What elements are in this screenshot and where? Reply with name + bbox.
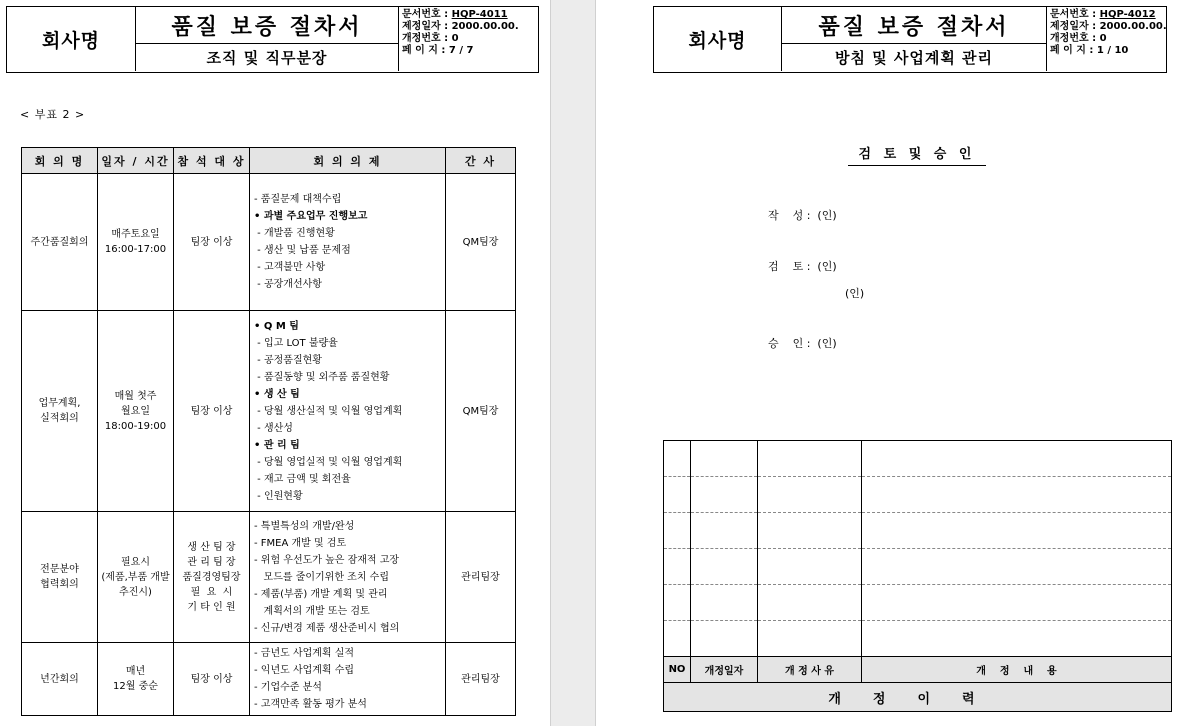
meeting-name-cell: 업무계획, 실적회의 — [22, 311, 98, 512]
meeting-agenda-cell — [250, 512, 446, 643]
meeting-secretary-cell: QM팀장 — [446, 174, 516, 311]
agenda-item: - 공장개선사항 — [254, 279, 322, 290]
review-approval-title: 검 토 및 승 인 — [858, 147, 976, 162]
col-header-meeting-name: 회 의 명 — [22, 148, 98, 174]
meeting-name-cell: 년간회의 — [22, 643, 98, 716]
agenda-item: - 재고 금액 및 회전율 — [254, 473, 351, 485]
review-title-underline — [848, 165, 986, 166]
left-doc-header — [6, 6, 539, 73]
revision-empty-row — [664, 585, 1172, 621]
attendee-line: 필 요 시 — [190, 586, 233, 598]
page-gap — [550, 0, 596, 726]
company-name: 회사명 — [7, 7, 136, 71]
meeting-row — [22, 311, 516, 512]
agenda-item: • Q M 팀 — [254, 320, 299, 332]
revision-number: 개정번호 : 0 — [1050, 33, 1107, 44]
attendee-line: 관 리 팀 장 — [187, 556, 236, 568]
agenda-item: - 인원현황 — [254, 490, 303, 502]
revision-empty-cell — [691, 441, 758, 477]
approve-signature-line: 승 인 : (인) — [768, 337, 837, 350]
revision-empty-cell — [758, 477, 862, 513]
agenda-item: - 고객불만 사항 — [254, 262, 326, 273]
doc-number: 문서번호 : HQP-4011 — [402, 9, 508, 20]
revision-empty-cell — [664, 441, 691, 477]
revision-empty-cell — [664, 585, 691, 621]
revision-empty-cell — [758, 585, 862, 621]
meeting-date-line: 18:00-19:00 — [104, 420, 167, 432]
doc-subtitle: 방침 및 사업계획 관리 — [834, 49, 994, 67]
revision-number: 개정번호 : 0 — [402, 33, 459, 44]
meeting-secretary-cell: 관리팀장 — [446, 643, 516, 716]
meeting-row — [22, 174, 516, 311]
review-signature-second: (인) — [845, 287, 865, 300]
doc-title: 품질 보증 절차서 — [782, 7, 1046, 44]
agenda-item: 모드를 줄이기위한 조치 수립 — [254, 571, 389, 583]
revision-empty-cell — [862, 513, 1172, 549]
enact-date: 제정일자 : 2000.00.00. — [1050, 21, 1167, 32]
doc-number: 문서번호 : HQP-4012 — [1050, 9, 1156, 20]
revision-empty-cell — [664, 621, 691, 657]
meeting-date-cell — [98, 174, 174, 311]
agenda-item: - 고객만족 활동 평가 분석 — [254, 699, 367, 710]
rev-col-no: NO — [664, 657, 691, 683]
revision-empty-row — [664, 441, 1172, 477]
agenda-item: - 당월 생산실적 및 익월 영업계획 — [254, 405, 403, 417]
meeting-date-cell — [98, 643, 174, 716]
meeting-secretary-cell: QM팀장 — [446, 311, 516, 512]
attendee-line: 생 산 팀 장 — [187, 541, 236, 553]
doc-subtitle: 조직 및 직무분장 — [206, 49, 328, 67]
revision-empty-cell — [862, 621, 1172, 657]
revision-empty-cell — [691, 585, 758, 621]
agenda-item: - 생산 및 납품 문제점 — [254, 245, 351, 256]
attendee-line: 품질경영팀장 — [182, 571, 241, 583]
meeting-name-cell: 주간품질회의 — [22, 174, 98, 311]
revision-empty-cell — [758, 621, 862, 657]
revision-history-table — [663, 440, 1172, 712]
col-header-agenda: 회 의 의 제 — [250, 148, 446, 174]
agenda-item: - FMEA 개발 및 검토 — [254, 537, 347, 549]
agenda-item: • 생 산 팀 — [254, 388, 300, 400]
agenda-item: - 생산성 — [254, 422, 293, 434]
attendee-line: 팀장 이상 — [190, 236, 233, 248]
attendee-line: 팀장 이상 — [190, 405, 233, 417]
agenda-item: - 당월 영업실적 및 익월 영업계획 — [254, 456, 403, 468]
left-document-page — [0, 0, 550, 726]
meeting-agenda-cell — [250, 643, 446, 716]
page-number: 페 이 지 : 7 / 7 — [402, 45, 474, 56]
agenda-item: - 공정품질현황 — [254, 354, 322, 366]
meeting-attendees-cell — [174, 311, 250, 512]
revision-empty-cell — [664, 477, 691, 513]
meeting-name-cell: 전문분야 협력회의 — [22, 512, 98, 643]
revision-empty-row — [664, 477, 1172, 513]
revision-empty-cell — [691, 477, 758, 513]
revision-empty-row — [664, 621, 1172, 657]
revision-history-footer-row — [664, 683, 1172, 712]
revision-empty-cell — [691, 513, 758, 549]
agenda-item: - 품질동향 및 외주품 품질현황 — [254, 371, 390, 383]
meeting-attendees-cell — [174, 174, 250, 311]
agenda-item: - 금년도 사업계획 실적 — [254, 648, 355, 659]
revision-table-header — [664, 657, 1172, 683]
right-doc-header — [653, 6, 1167, 73]
revision-history-label: 개정이력 — [664, 683, 1172, 712]
revision-empty-cell — [862, 585, 1172, 621]
revision-empty-row — [664, 513, 1172, 549]
page-number: 페 이 지 : 1 / 10 — [1050, 45, 1129, 56]
col-header-secretary: 간 사 — [446, 148, 516, 174]
revision-empty-cell — [758, 513, 862, 549]
meeting-row — [22, 512, 516, 643]
rev-col-date: 개정일자 — [691, 657, 758, 683]
attachment-tag: < 부표 2 > — [20, 108, 86, 121]
company-name: 회사명 — [654, 7, 782, 71]
revision-empty-cell — [691, 621, 758, 657]
agenda-item: 계획서의 개발 또는 검토 — [254, 605, 370, 617]
revision-empty-cell — [664, 513, 691, 549]
meeting-date-line: 매월 첫주 — [114, 390, 157, 402]
agenda-item: - 입고 LOT 불량율 — [254, 337, 338, 349]
agenda-item: - 위험 우선도가 높은 잠재적 고장 — [254, 554, 400, 566]
revision-empty-cell — [758, 549, 862, 585]
rev-col-content: 개 정 내 용 — [862, 657, 1172, 683]
meeting-table-header — [22, 148, 516, 174]
meeting-row — [22, 643, 516, 716]
doc-title: 품질 보증 절차서 — [136, 7, 398, 44]
meeting-date-line: 매주토요일 — [111, 229, 160, 240]
revision-empty-cell — [691, 549, 758, 585]
agenda-item: - 제품(부품) 개발 계획 및 관리 — [254, 588, 388, 600]
meeting-date-line: 16:00-17:00 — [104, 244, 167, 255]
agenda-item: - 익년도 사업계획 수립 — [254, 665, 355, 676]
meeting-date-cell — [98, 512, 174, 643]
revision-empty-cell — [862, 549, 1172, 585]
agenda-item: - 개발품 진행현황 — [254, 228, 335, 239]
meeting-attendees-cell — [174, 643, 250, 716]
agenda-item: • 과별 주요업무 진행보고 — [254, 211, 368, 222]
revision-empty-row — [664, 549, 1172, 585]
col-header-attendees: 참 석 대 상 — [174, 148, 250, 174]
attendee-line: 팀장 이상 — [190, 673, 233, 685]
meeting-date-line: 추진시) — [119, 586, 152, 598]
doc-meta — [398, 7, 537, 71]
meeting-date-line: 월요일 — [121, 405, 150, 417]
meeting-agenda-cell — [250, 174, 446, 311]
agenda-item: - 신규/변경 제품 생산준비시 협의 — [254, 622, 400, 634]
revision-empty-cell — [664, 549, 691, 585]
agenda-item: - 품질문제 대책수립 — [254, 194, 342, 205]
revision-empty-cell — [862, 441, 1172, 477]
meeting-date-line: 매년 — [125, 666, 146, 677]
meeting-agenda-cell — [250, 311, 446, 512]
meeting-date-line: (제품,부품 개발 — [101, 571, 170, 583]
doc-meta — [1046, 7, 1165, 71]
agenda-item: • 관 리 팀 — [254, 439, 300, 451]
enact-date: 제정일자 : 2000.00.00. — [402, 21, 519, 32]
author-signature-line: 작 성 : (인) — [768, 209, 837, 222]
meeting-secretary-cell: 관리팀장 — [446, 512, 516, 643]
agenda-item: - 기업수준 분석 — [254, 682, 322, 693]
agenda-item: - 특별특성의 개발/완성 — [254, 520, 355, 532]
review-signature-line: 검 토 : (인) — [768, 260, 837, 273]
meeting-date-cell — [98, 311, 174, 512]
revision-empty-cell — [758, 441, 862, 477]
attendee-line: 기 타 인 원 — [187, 601, 236, 613]
meeting-date-line: 필요시 — [121, 556, 150, 568]
meeting-attendees-cell — [174, 512, 250, 643]
meeting-date-line: 12월 중순 — [113, 681, 158, 692]
meeting-table — [21, 147, 516, 716]
col-header-date-time: 일자 / 시간 — [98, 148, 174, 174]
revision-empty-cell — [862, 477, 1172, 513]
rev-col-reason: 개 정 사 유 — [758, 657, 862, 683]
